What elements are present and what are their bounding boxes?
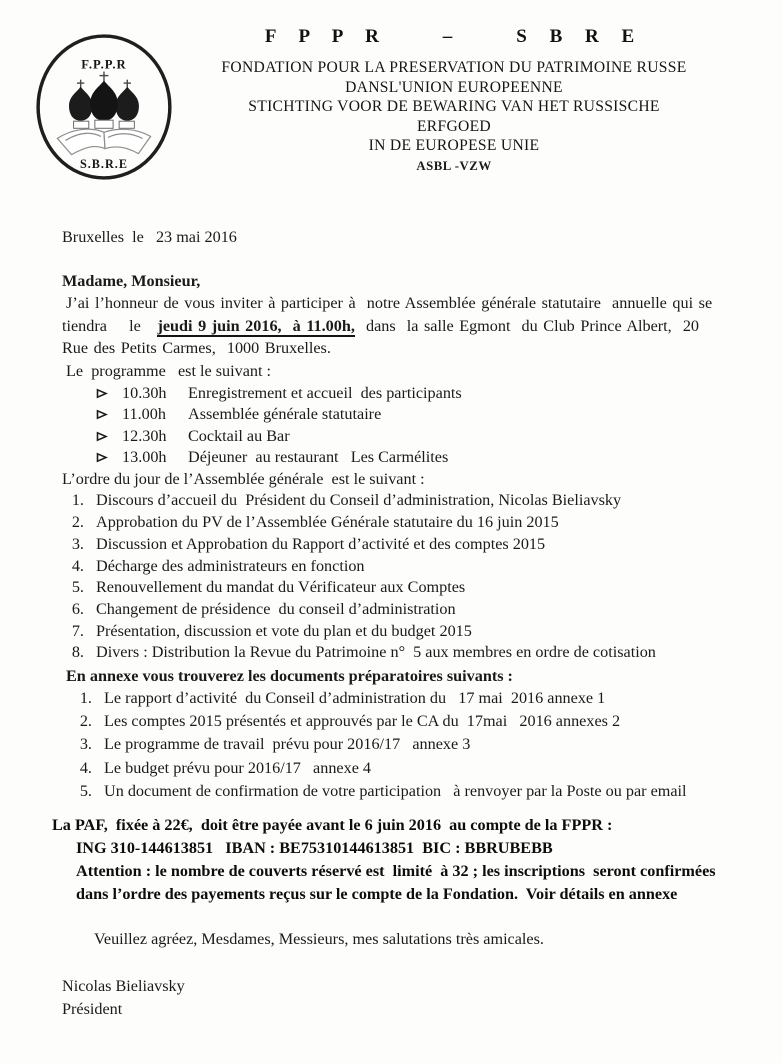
org-name-fr-line1: FONDATION POUR LA PRESERVATION DU PATRIMOINE RUSSE bbox=[221, 59, 687, 76]
agenda-item-text: Discours d’accueil du Président du Conseil d’administration, Nicolas Bieliavsky bbox=[96, 491, 622, 510]
annex-item bbox=[96, 757, 724, 780]
agenda-item-text: Décharge des administrateurs en fonction bbox=[96, 556, 365, 575]
organization-logo bbox=[30, 30, 182, 182]
signature-name: Nicolas Bieliavsky bbox=[62, 977, 185, 996]
intro-paragraph bbox=[62, 292, 724, 360]
onion-domes-icon bbox=[69, 72, 139, 129]
arrow-bullet-icon bbox=[96, 409, 108, 420]
time-label: 13.00h bbox=[122, 448, 167, 466]
agenda-item-text: Approbation du PV de l’Assemblée Générale statutaire du 16 juin 2015 bbox=[96, 513, 559, 532]
program-item-label: Enregistrement et accueil des participants bbox=[188, 383, 462, 402]
annex-item-text: Les comptes 2015 présentés et approuvés par le CA du 17mai 2016 annexes 2 bbox=[104, 712, 621, 731]
annex-item bbox=[96, 733, 724, 756]
agenda-item bbox=[88, 534, 724, 556]
agenda-item-text: Renouvellement du mandat du Vérificateur aux Comptes bbox=[96, 578, 466, 597]
agenda-item-text: Discussion et Approbation du Rapport d’activité et des comptes 2015 bbox=[96, 534, 546, 553]
org-name-fr-line2: DANSL'UNION EUROPEENNE bbox=[345, 78, 563, 96]
signature-title: Président bbox=[62, 1000, 123, 1019]
program-item bbox=[62, 383, 724, 404]
open-book-icon bbox=[57, 129, 150, 154]
agenda-item-text: Changement de présidence du conseil d’administration bbox=[96, 599, 456, 618]
bank-account-line: ING 310-144613851 IBAN : BE75310144613851 BIC : BBRUBEBB bbox=[76, 839, 553, 858]
arrow-bullet-icon bbox=[96, 431, 108, 442]
program-item-label: Cocktail au Bar bbox=[188, 426, 290, 445]
agenda-item bbox=[88, 512, 724, 534]
program-item-label: Déjeuner au restaurant Les Carmélites bbox=[188, 448, 449, 466]
logo-bottom-text: S.B.R.E bbox=[79, 156, 128, 171]
letterhead-text bbox=[212, 26, 724, 174]
arrow-bullet-icon bbox=[96, 452, 108, 463]
salutation-line: Madame, Monsieur, bbox=[62, 272, 201, 290]
intro-text-after: dans la salle Egmont du Club Prince Albert, 20 Rue des Petits Carmes, 1000 Bruxelles. bbox=[62, 316, 705, 358]
fppr-logo-oval bbox=[30, 30, 182, 182]
annex-item bbox=[96, 780, 724, 803]
program-heading: Le programme est le suivant : bbox=[62, 361, 272, 380]
annex-item-text: Le programme de travail prévu pour 2016/17 annexe 3 bbox=[104, 735, 471, 754]
agenda-list bbox=[62, 490, 724, 664]
annex-item-text: Le budget prévu pour 2016/17 annexe 4 bbox=[104, 758, 372, 777]
dateline: Bruxelles le 23 mai 2016 bbox=[62, 228, 237, 246]
annex-heading: En annexe vous trouverez les documents préparatoires suivants : bbox=[66, 667, 513, 686]
letterhead bbox=[62, 26, 724, 184]
legal-form-label: ASBL -VZW bbox=[416, 158, 492, 173]
time-label: 11.00h bbox=[122, 405, 166, 424]
agenda-item bbox=[88, 599, 724, 621]
document-title: F P P R – S B R E bbox=[264, 26, 644, 47]
annex-item-text: Un document de confirmation de votre participation à renvoyer par la Poste ou par email bbox=[104, 781, 687, 800]
program-item bbox=[62, 404, 724, 425]
annex-list bbox=[62, 687, 724, 803]
agenda-item bbox=[88, 621, 724, 643]
agenda-heading: L’ordre du jour de l’Assemblée générale est le suivant : bbox=[62, 470, 425, 489]
intro-text-before: J’ai l’honneur de vous inviter à participer à notre Assemblée générale statutaire annuelle qui se tiendra le bbox=[62, 294, 718, 335]
program-item bbox=[62, 426, 724, 447]
annex-item bbox=[96, 687, 724, 710]
agenda-item-text: Présentation, discussion et vote du plan et du budget 2015 bbox=[96, 621, 472, 640]
agenda-item bbox=[88, 556, 724, 578]
agenda-item bbox=[88, 577, 724, 599]
program-list bbox=[62, 383, 724, 469]
time-label: 12.30h bbox=[122, 426, 167, 445]
program-item-label: Assemblée générale statutaire bbox=[188, 405, 382, 424]
payment-warning-line1: Attention : le nombre de couverts réservé est limité à 32 ; les inscriptions seront confirmées bbox=[76, 862, 716, 881]
program-item bbox=[62, 447, 724, 468]
annex-item bbox=[96, 710, 724, 733]
org-name-nl-line2: IN DE EUROPESE UNIE bbox=[368, 137, 540, 154]
payment-amount-line: La PAF, fixée à 22€, doit être payée avant le 6 juin 2016 au compte de la FPPR : bbox=[52, 816, 613, 835]
agenda-item bbox=[88, 490, 724, 512]
logo-top-text: F.P.P.R bbox=[81, 57, 127, 72]
closing-line: Veuillez agréez, Mesdames, Messieurs, mes salutations très amicales. bbox=[94, 930, 544, 949]
annex-item-text: Le rapport d’activité du Conseil d’administration du 17 mai 2016 annexe 1 bbox=[104, 689, 606, 708]
agenda-item-text: Divers : Distribution la Revue du Patrimoine n° 5 aux membres en ordre de cotisation bbox=[96, 643, 656, 662]
time-label: 10.30h bbox=[122, 383, 167, 402]
agenda-item bbox=[88, 642, 724, 664]
org-name-nl-line1: STICHTING VOOR DE BEWARING VAN HET RUSSISCHE ERFGOED bbox=[248, 98, 664, 135]
payment-info bbox=[52, 814, 724, 906]
letter-body bbox=[52, 226, 724, 1020]
payment-warning-line2: dans l’ordre des payements reçus sur le compte de la Fondation. Voir détails en annexe bbox=[76, 885, 678, 904]
arrow-bullet-icon bbox=[96, 388, 108, 399]
event-date-highlight: jeudi 9 juin 2016, à 11.00h, bbox=[157, 316, 355, 335]
